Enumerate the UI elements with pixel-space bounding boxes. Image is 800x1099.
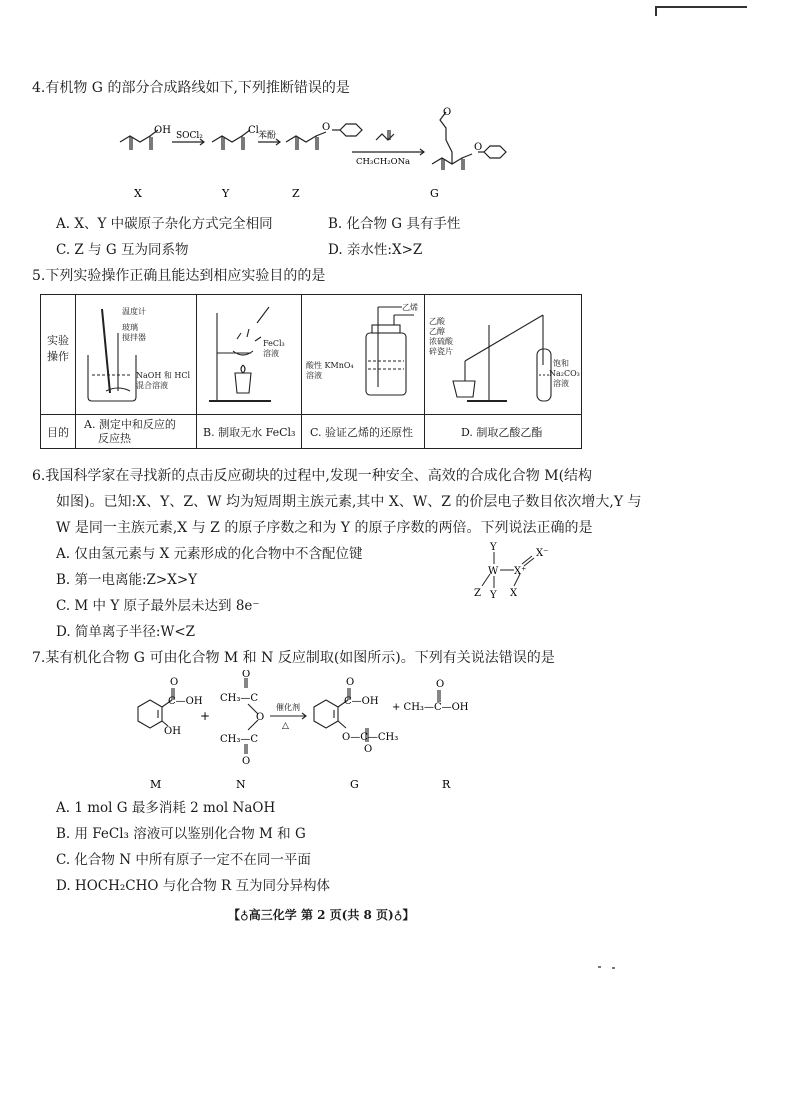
q6-atom-xplus: X⁺ (514, 566, 527, 577)
q5-apparatus-a (82, 305, 142, 405)
q6-option-d: D. 简单离子半径:W<Z (56, 624, 196, 640)
q6-option-b: B. 第一电离能:Z>X>Y (56, 572, 198, 588)
q7-r: + CH₃—C—OH (392, 702, 469, 713)
q7-label-n: N (236, 778, 246, 791)
q5-d-s1: 饱和 (553, 359, 569, 368)
q4-label-x: X (134, 187, 142, 200)
q6-option-c: C. M 中 Y 原子最外层未达到 8e⁻ (56, 598, 260, 614)
q5-a-stirrer2: 搅拌器 (122, 333, 146, 342)
q7-m-oh: OH (164, 726, 181, 737)
q7-n-o-top: O (242, 670, 251, 680)
q6-stem-line2: 如图)。已知:X、Y、Z、W 均为短周期主族元素,其中 X、W、Z 的价层电子数目依次增大,Y 与 (56, 494, 642, 510)
q7-label-g: G (350, 778, 359, 791)
q5-purpose-a1: A. 测定中和反应的 (84, 418, 176, 431)
q7-n-top: CH₃—C (220, 693, 259, 704)
q4-label-g: G (430, 187, 439, 200)
q4-g-ester-o: O (474, 142, 483, 153)
q7-reaction-scheme (120, 670, 520, 794)
q7-heat: △ (282, 721, 289, 731)
q6-stem-line1: 6.我国科学家在寻找新的点击反应砌块的过程中,发现一种安全、高效的合成化合物 M(结构 (32, 468, 593, 484)
q7-g-cooh: C—OH (344, 696, 379, 707)
q5-d-r4: 碎瓷片 (429, 347, 453, 356)
scan-speck (598, 966, 601, 968)
q7-label-m: M (150, 778, 162, 791)
q7-m-o: O (170, 677, 179, 688)
q5-apparatus-c (358, 303, 422, 407)
page-footer: 【♁高三化学 第 2 页(共 8 页)♁】 (228, 908, 415, 922)
q5-a-sol2: 混合溶液 (136, 381, 168, 390)
q7-g-ester-o: O (364, 744, 373, 755)
q6-atom-y-top: Y (490, 542, 497, 553)
q5-stem: 5.下列实验操作正确且能达到相应实验目的的是 (32, 268, 326, 284)
q6-option-a: A. 仅由氢元素与 X 元素形成的化合物中不含配位键 (56, 546, 363, 562)
corner-mark (655, 6, 747, 8)
q5-c-gas: 乙烯 (402, 303, 418, 312)
q7-catalyst: 催化剂 (276, 703, 300, 712)
q5-b-sol1: FeCl₃ (263, 339, 285, 348)
q6-atom-xminus: X⁻ (536, 548, 549, 559)
q7-option-b: B. 用 FeCl₃ 溶液可以鉴别化合物 M 和 G (56, 826, 306, 842)
q7-label-r: R (442, 778, 451, 791)
q4-reagent-phenol: 苯酚 (258, 131, 277, 141)
q5-purpose-d: D. 制取乙酸乙酯 (461, 426, 543, 439)
q4-option-d: D. 亲水性:X>Z (328, 242, 423, 258)
scan-speck-2 (612, 967, 615, 969)
q7-option-c: C. 化合物 N 中所有原子一定不在同一平面 (56, 852, 311, 868)
q5-d-s3: 溶液 (553, 379, 569, 388)
q5-d-s2: Na₂CO₃ (549, 369, 580, 378)
q4-reagent-socl2: SOCl₂ (176, 131, 203, 141)
q6-structure-m (470, 540, 580, 610)
q7-stem: 7.某有机化合物 G 可由化合物 M 和 N 反应制取(如图所示)。下列有关说法错误的是 (32, 650, 555, 666)
q5-purpose-a2: 反应热 (98, 432, 131, 445)
q4-x-oh: OH (154, 125, 171, 136)
q4-option-a: A. X、Y 中碳原子杂化方式完全相同 (56, 216, 273, 232)
corner-mark-tick (655, 6, 657, 16)
q5-a-stirrer1: 玻璃 (122, 323, 138, 332)
q5-c-sol1: 酸性 KMnO₄ (306, 361, 354, 370)
q4-g-o: O (443, 107, 452, 118)
q6-atom-x: X (510, 588, 518, 599)
q6-stem-line3: W 是同一主族元素,X 与 Z 的原子序数之和为 Y 的原子序数的两倍。下列说法正确的是 (56, 520, 593, 536)
q5-purpose-b: B. 制取无水 FeCl₃ (203, 426, 296, 439)
q7-g-ester: O—C—CH₃ (342, 732, 399, 743)
q4-z-o: O (322, 122, 331, 133)
q5-purpose-c: C. 验证乙烯的还原性 (310, 426, 414, 439)
q6-atom-w: W (488, 566, 499, 577)
q7-g-o: O (346, 677, 355, 688)
q5-b-sol2: 溶液 (263, 349, 279, 358)
q5-d-r2: 乙醇 (429, 327, 445, 336)
q7-option-d: D. HOCH₂CHO 与化合物 R 互为同分异构体 (56, 878, 330, 894)
q7-n-bridge-o: O (256, 712, 265, 723)
q7-n-o-bottom: O (242, 756, 251, 767)
q5-apparatus-d (447, 305, 587, 409)
q4-option-c: C. Z 与 G 互为同系物 (56, 242, 189, 258)
q5-a-thermometer: 温度计 (122, 307, 146, 316)
q4-option-b: B. 化合物 G 具有手性 (328, 216, 461, 232)
q4-y-cl: Cl (248, 125, 259, 136)
q5-c-sol2: 溶液 (306, 371, 322, 380)
q4-label-z: Z (292, 187, 300, 200)
q7-r-o: O (436, 679, 445, 690)
q7-n-bottom: CH₃—C (220, 734, 259, 745)
q5-a-sol1: NaOH 和 HCl (136, 371, 191, 380)
q5-d-r1: 乙酸 (429, 317, 445, 326)
q5-experiment-table (40, 294, 582, 449)
q7-m-cooh: C—OH (168, 696, 203, 707)
q4-label-y: Y (222, 187, 230, 200)
q6-atom-y-bottom: Y (490, 590, 497, 601)
q4-stem: 4.有机物 G 的部分合成路线如下,下列推断错误的是 (32, 80, 350, 96)
q7-plus-1: + (200, 709, 211, 723)
q5-row-purpose: 目的 (47, 426, 69, 439)
q7-option-a: A. 1 mol G 最多消耗 2 mol NaOH (56, 800, 276, 816)
q6-atom-z: Z (474, 588, 481, 599)
q5-row-operation: 实验操作 (47, 334, 69, 363)
q4-synthesis-route (100, 100, 540, 200)
q5-d-r3: 浓硫酸 (429, 337, 453, 346)
q4-reagent-naoet: CH₃CH₂ONa (356, 157, 411, 167)
